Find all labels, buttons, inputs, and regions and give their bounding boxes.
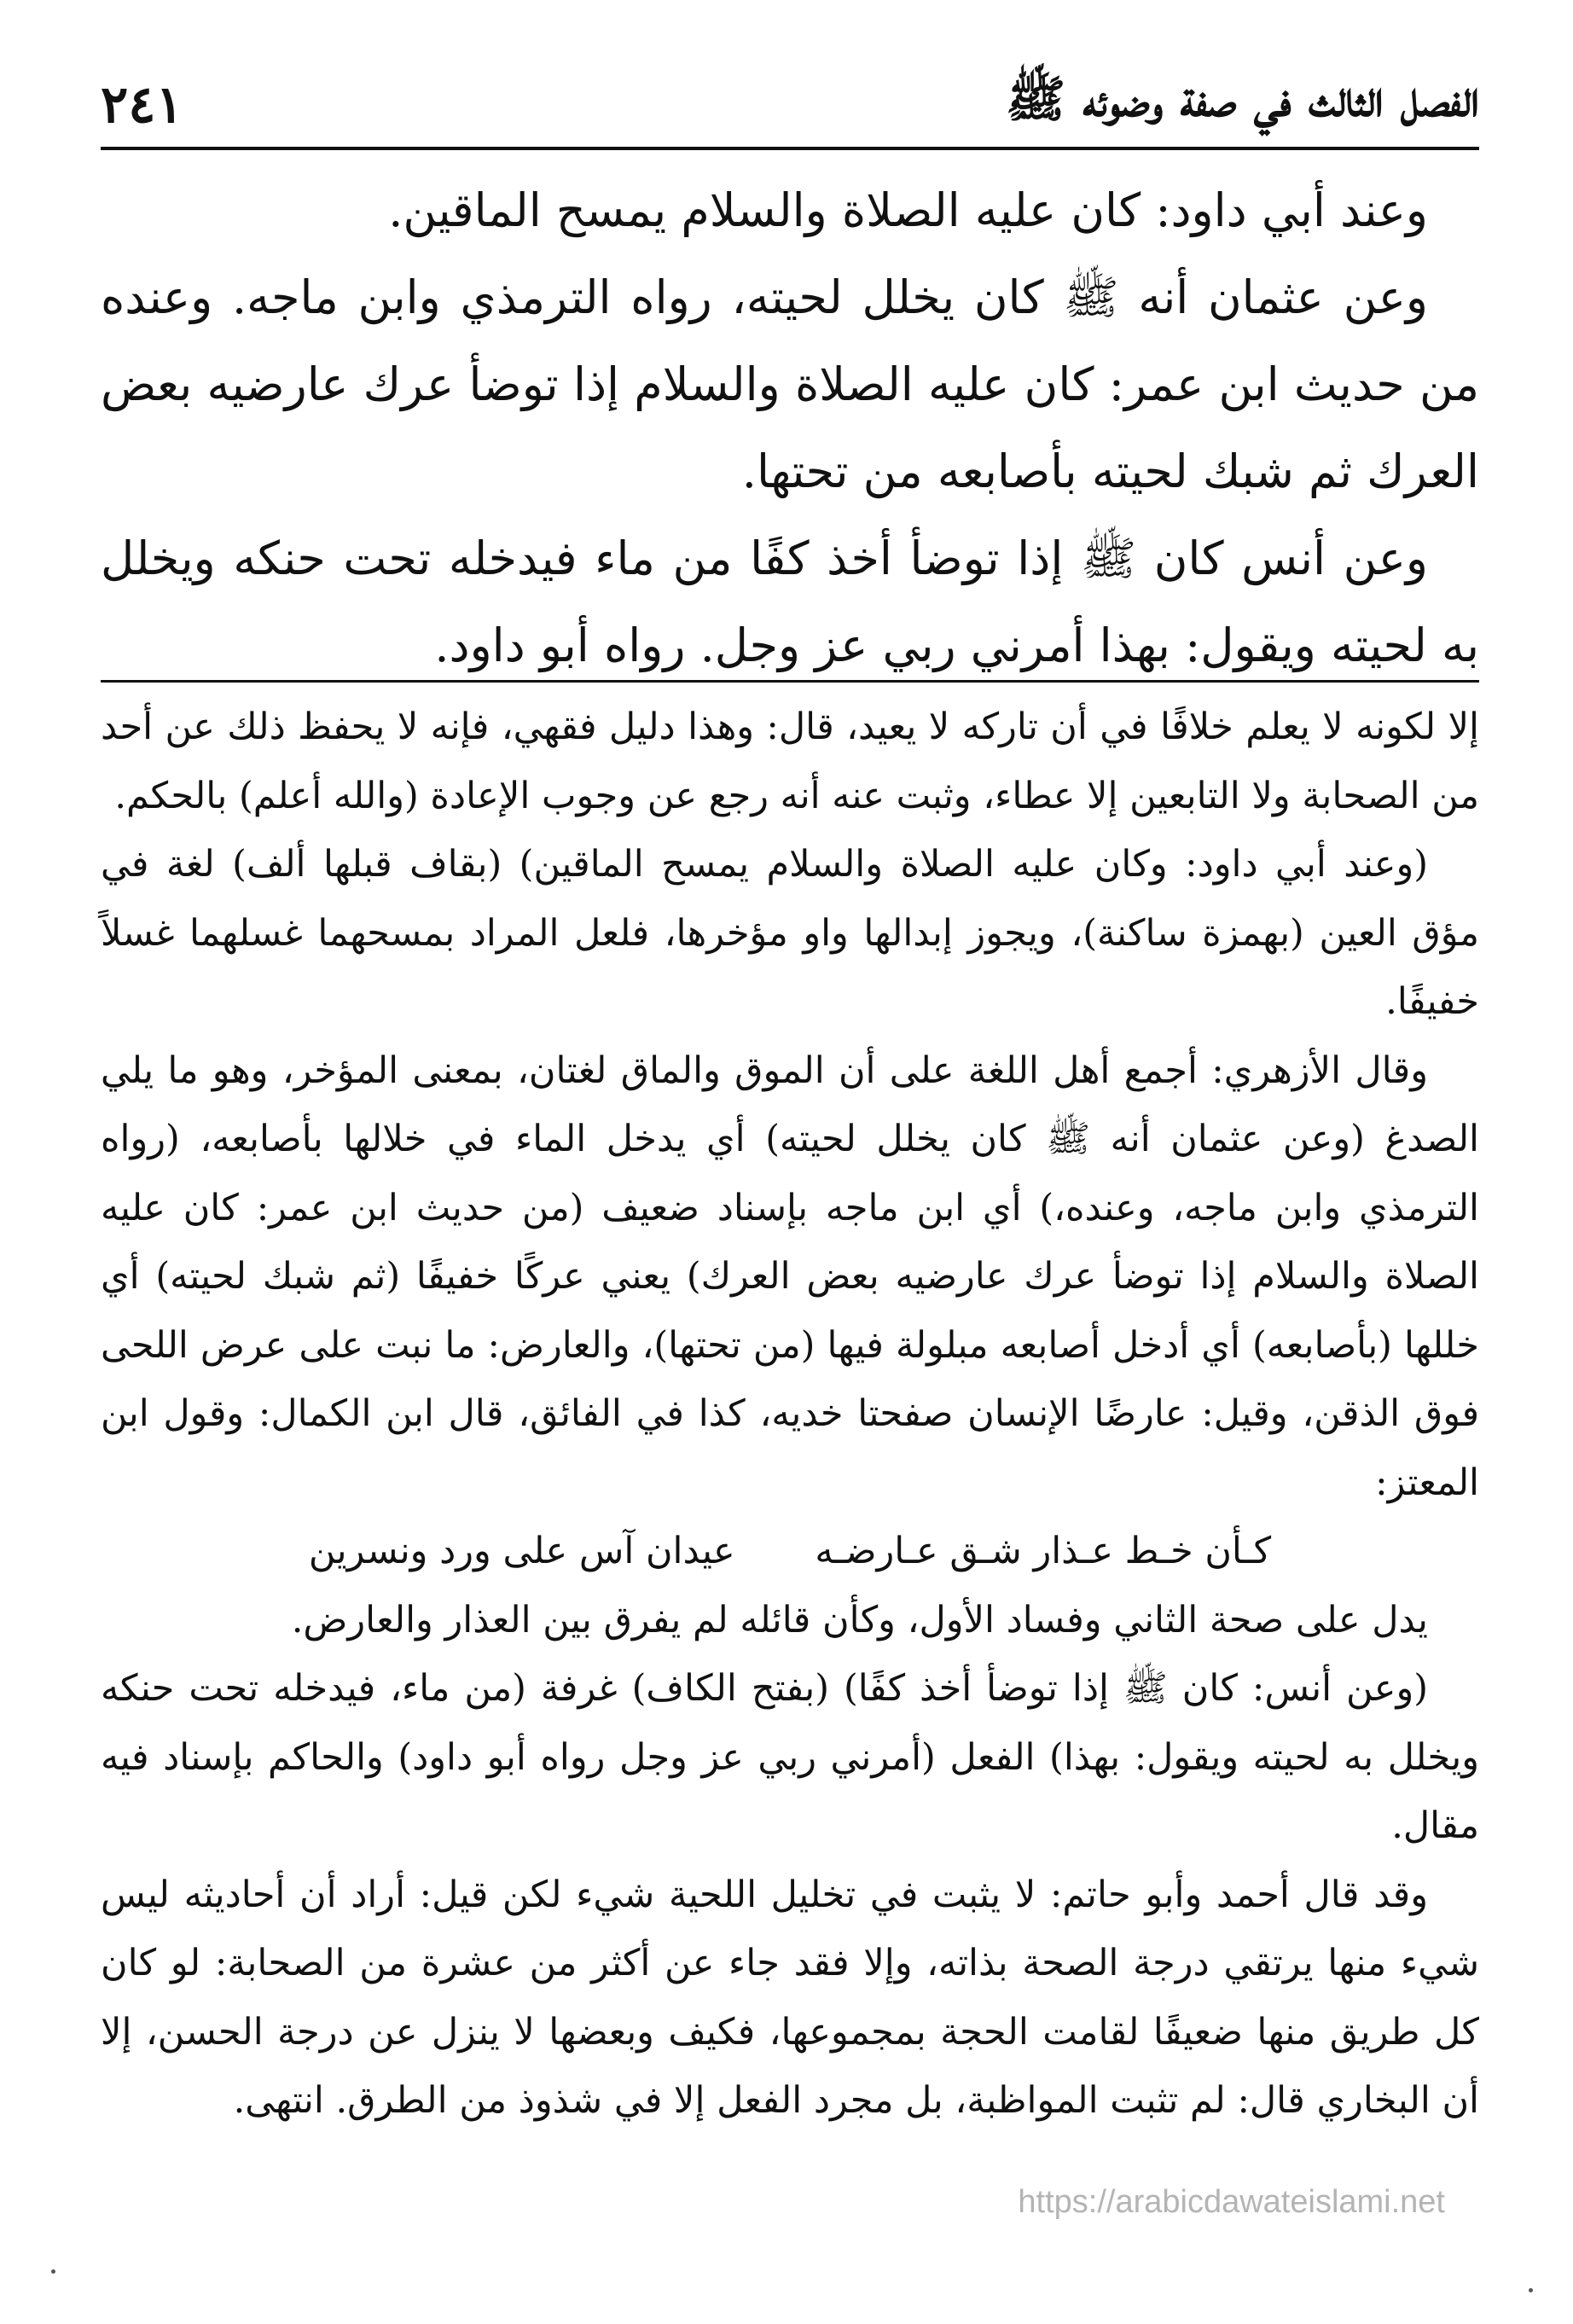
scan-speck — [51, 2269, 55, 2274]
commentary-paragraph: يدل على صحة الثاني وفساد الأول، وكأن قائله لم يفرق بين العذار والعارض. — [291, 1598, 1428, 1641]
commentary-paragraph: إلا لكونه لا يعلم خلافًا في أن تاركه لا يعيد، قال: وهذا دليل فقهي، فإنه لا يحفظ ذلك عن أحد من الصحابة ولا التابعين إلا عطاء، وثبت عنه أنه رجع عن وجوب الإعادة (والله أعلم) بالحكم. — [101, 706, 1479, 817]
commentary-text — [101, 693, 1479, 2135]
hadith-paragraph: وعند أبي داود: كان عليه الصلاة والسلام يمسح الماقين. — [388, 183, 1428, 237]
scan-speck — [1529, 2288, 1533, 2292]
verse-first-hemistich: كـأن خـط عـذار شـق عـارضـه — [815, 1530, 1272, 1572]
hadith-text — [101, 167, 1479, 689]
header-rule — [101, 147, 1479, 150]
page-number: ٢٤١ — [101, 75, 183, 135]
verse-second-hemistich: عيدان آس على ورد ونسرين — [308, 1530, 735, 1572]
watermark-url: https://arabicdawateislami.net — [1018, 2184, 1445, 2220]
hadith-paragraph: وعن عثمان أنه ﷺ كان يخلل لحيته، رواه الترمذي وابن ماجه. وعنده من حديث ابن عمر: كان عليه الصلاة والسلام إذا توضأ عرك عارضيه بعض العرك ثم شبك لحيته بأصابعه من تحتها. — [101, 270, 1479, 498]
commentary-paragraph: (وعن أنس: كان ﷺ إذا توضأ أخذ كفًا) (بفتح الكاف) غرفة (من ماء، فيدخله تحت حنكه ويخلل به لحيته ويقول: بهذا) الفعل (أمرني ربي عز وجل رواه أبو داود) والحاكم بإسناد فيه مقال. — [101, 1667, 1479, 1847]
commentary-divider — [101, 680, 1479, 683]
commentary-paragraph: (وعند أبي داود: وكان عليه الصلاة والسلام يمسح الماقين) (بقاف قبلها ألف) لغة في مؤق العين (بهمزة ساكنة)، ويجوز إبدالها واو مؤخرها، فلعل المراد بمسحهما غسلهما غسلاً خفيفًا. — [101, 843, 1479, 1023]
poetry-verse — [101, 1517, 1479, 1586]
commentary-paragraph: وقال الأزهري: أجمع أهل اللغة على أن الموق والماق لغتان، بمعنى المؤخر، وهو ما يلي الصدغ (وعن عثمان أنه ﷺ كان يخلل لحيته) أي يدخل الماء في خلالها بأصابعه، (رواه الترمذي وابن ماجه، وعنده،) أي ابن ماجه بإسناد ضعيف (من حديث ابن عمر: كان عليه الصلاة والسلام إذا توضأ عرك عارضيه بعض العرك) يعني عركًا خفيفًا (ثم شبك لحيته) أي خللها (بأصابعه) أي أدخل أصابعه مبلولة فيها (من تحتها)، والعارض: ما نبت على عرض اللحى فوق الذقن، وقيل: عارضًا الإنسان صفحتا خديه، كذا في الفائق، قال ابن الكمال: وقول ابن المعتز: — [101, 1049, 1479, 1504]
running-title: الفصل الثالث في صفة وضوئه ﷺ — [1006, 70, 1479, 128]
commentary-paragraph: وقد قال أحمد وأبو حاتم: لا يثبت في تخليل اللحية شيء لكن قيل: أراد أن أحاديثه ليس شيء منها يرتقي درجة الصحة بذاته، وإلا فقد جاء عن أكثر من عشرة من الصحابة: لو كان كل طريق منها ضعيفًا لقامت الحجة بمجموعها، فكيف وبعضها لا ينزل عن درجة الحسن، إلا أن البخاري قال: لم تثبت المواظبة، بل مجرد الفعل إلا في شذوذ من الطرق. انتهى. — [101, 1873, 1479, 2122]
hadith-paragraph: وعن أنس كان ﷺ إذا توضأ أخذ كفًا من ماء فيدخله تحت حنكه ويخلل به لحيته ويقول: بهذا أمرني ربي عز وجل. رواه أبو داود. — [101, 532, 1479, 672]
page-header — [101, 67, 1479, 143]
